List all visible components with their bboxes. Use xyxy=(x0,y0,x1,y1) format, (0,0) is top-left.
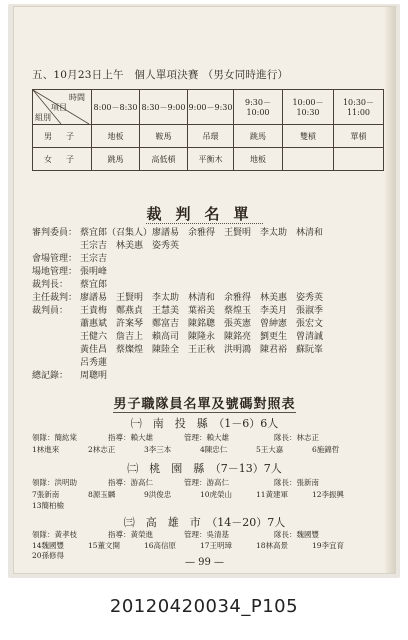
referee-title: 裁判名單 xyxy=(146,205,263,223)
event-cell: 單槓 xyxy=(334,125,384,148)
event-cell xyxy=(334,148,384,171)
event-cell: 鞍馬 xyxy=(140,125,188,148)
referee-line: 會場管理： 王宗吉 xyxy=(32,254,108,264)
event-cell: 雙槓 xyxy=(283,125,334,148)
schedule-table xyxy=(32,89,384,171)
time-slot: 9:30－10:00 xyxy=(234,90,283,125)
event-cell: 地板 xyxy=(234,148,283,171)
referee-line: 審判委員： 蔡宜郎（召集人）廖譜易 余雅得 王賢明 李太助 林清和 xyxy=(32,228,324,238)
document-page xyxy=(13,6,396,574)
team-title: 男子職隊員名單及號碼對照表 xyxy=(113,397,296,412)
group-heading: ㈠ 南 投 縣 （1－6）6人 xyxy=(130,417,279,430)
event-cell: 吊環 xyxy=(188,125,234,148)
time-slot: 10:00－10:30 xyxy=(283,90,334,125)
group-players: 7張新南 8源玉麟 9洪俊忠 10虎榮山 11黃建軍 12李振興 xyxy=(32,490,345,499)
time-slot: 10:30－11:00 xyxy=(334,90,384,125)
group-heading: ㈢ 高 雄 市 （14－20）7人 xyxy=(123,516,286,529)
schedule-row-women xyxy=(33,148,384,171)
schedule-title: 五、10月23日上午 個人單項決賽 xyxy=(32,69,199,81)
group-players: 14魏國豐 15董文開 16高信原 17王明璋 18林高景 19李宜育 xyxy=(32,541,345,550)
group-players: 20孫修得 xyxy=(32,551,65,560)
row-label: 女子 xyxy=(33,148,92,171)
event-cell: 跳馬 xyxy=(92,148,140,171)
referee-line: 裁判長： 蔡宜郎 xyxy=(32,280,108,290)
schedule-head-row xyxy=(33,90,384,125)
group-staff: 領隊：黃孝枝 指導：黃榮進 管理：吳清基 隊長：魏國豐 xyxy=(32,530,319,539)
event-cell: 跳馬 xyxy=(234,125,283,148)
referee-line: 總記錄： 周聰明 xyxy=(32,371,108,381)
time-slot: 9:00－9:30 xyxy=(188,90,234,125)
schedule-row-men xyxy=(33,125,384,148)
page-spine xyxy=(385,7,395,573)
image-caption: 20120420034_P105 xyxy=(109,596,299,617)
page-number: — 99 — xyxy=(184,557,225,568)
referee-line: 蕭惠斌 許案琴 鄭富吉 陳銘聰 張英憲 曾紳憲 張宏文 xyxy=(80,319,324,329)
corner-group-label: 組別 xyxy=(35,113,51,122)
referee-line: 主任裁判： 廖譜易 王賢明 李太助 林清和 余雅得 林美惠 姿秀英 xyxy=(32,293,324,303)
referee-list xyxy=(32,227,323,383)
referee-line: 裁判員： 王貴梅 鄭燕貞 王慧美 葉裕美 蔡煌玉 李美月 張淑季 xyxy=(32,306,324,316)
time-slot: 8:30－9:00 xyxy=(140,90,188,125)
referee-line: 王宗吉 林美惠 姿秀英 xyxy=(80,241,180,251)
row-label: 男子 xyxy=(33,125,92,148)
referee-line: 黃佳昌 蔡燦煌 陳陸全 王正秋 洪明鴻 陳君裕 蘇阮峯 xyxy=(80,345,324,355)
time-slot: 8:00－8:30 xyxy=(92,90,140,125)
event-cell xyxy=(283,148,334,171)
group-players: 13簡柏檢 xyxy=(32,501,65,510)
group-staff: 領隊：簡紘棠 指導：賴大雄 管理：賴大雄 隊長：林志正 xyxy=(32,433,319,442)
group-players: 1林進來 2林志正 3李三本 4陳忠仁 5王大嘉 6施錦哲 xyxy=(32,445,340,454)
event-cell: 平衡木 xyxy=(188,148,234,171)
group-heading: ㈡ 桃 園 縣 （7－13）7人 xyxy=(127,462,282,475)
referee-line: 呂秀蓮 xyxy=(80,358,108,368)
corner-time-label: 時間 xyxy=(69,93,85,102)
event-cell: 地板 xyxy=(92,125,140,148)
referee-line: 王健六 詹吉上 賴高司 陳隆永 陳銘亮 劉更生 曾清誠 xyxy=(80,332,324,342)
schedule-corner-cell xyxy=(33,90,92,125)
referee-line: 場地管理： 張明峰 xyxy=(32,267,108,277)
group-staff: 領隊：洪明助 指導：游高仁 管理：游高仁 隊長：張新南 xyxy=(32,478,319,487)
schedule-header xyxy=(32,67,288,82)
event-cell: 高低槓 xyxy=(140,148,188,171)
corner-item-label: 項目 xyxy=(51,103,67,112)
schedule-note: （男女同時進行） xyxy=(202,69,289,81)
